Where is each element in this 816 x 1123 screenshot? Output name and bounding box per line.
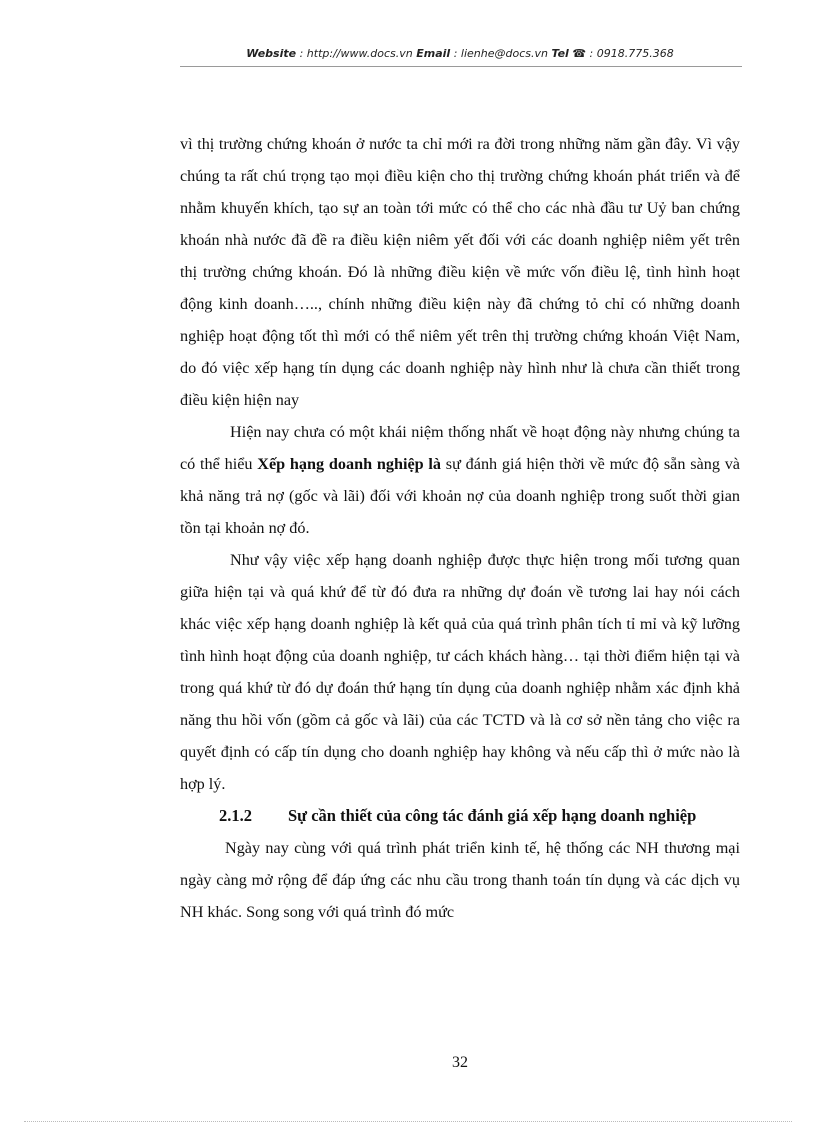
paragraph-1: vì thị trường chứng khoán ở nước ta chỉ mới ra đời trong những năm gần đây. Vì vậy chúng ta rất chú trọng tạo mọi điều kiện cho thị trường chứng khoán phát triển và để nhằm khuyến khích, tạo sự an toàn tới mức có thể cho các nhà đầu tư Uỷ ban chứng khoán nhà nước đã đề ra điều kiện niêm yết đối với các doanh nghiệp niêm yết trên thị trường chứng khoán. Đó là những điều kiện về mức vốn điều lệ, tình hình hoạt động kinh doanh….., chính những điều kiện này đã chứng tỏ chỉ có những doanh nghiệp hoạt động tốt thì mới có thể niêm yết trên thị trường chứng khoán Việt Nam, do đó việc xếp hạng tín dụng các doanh nghiệp này hình như là chưa cần thiết trong điều kiện hiện nay xyxy=(180,135,740,409)
page-header xyxy=(180,47,740,60)
paragraph-2 xyxy=(180,416,740,544)
email-label: Email xyxy=(416,47,451,60)
section-heading xyxy=(180,800,740,832)
phone-icon: ☎ xyxy=(572,47,587,60)
footer-divider xyxy=(24,1121,792,1122)
page-number: 32 xyxy=(452,1054,468,1071)
website-label: Website xyxy=(246,47,297,60)
body-text xyxy=(180,128,740,928)
section-number: 2.1.2 xyxy=(219,806,252,825)
header-divider xyxy=(180,66,742,67)
paragraph-2-text-a: Hiện nay chưa có một khái niệm thống nhất về hoạt động này nhưng chúng ta có thể hiểu xyxy=(180,423,740,473)
paragraph-2-text-b: sự đánh giá hiện thời về mức độ sẵn sàng và khả năng trả nợ (gốc và lãi) đối với khoản nợ của doanh nghiệp trong suốt thời gian tồn tại khoản nợ đó. xyxy=(180,455,740,537)
tel-value: : 0918.775.368 xyxy=(586,47,674,60)
website-url: : http://www.docs.vn xyxy=(296,47,417,60)
tel-label: Tel xyxy=(551,47,569,60)
email-value: : lienhe@docs.vn xyxy=(450,47,552,60)
paragraph-3: Như vậy việc xếp hạng doanh nghiệp được thực hiện trong mối tương quan giữa hiện tại và quá khứ để từ đó đưa ra những dự đoán về tương lai hay nói cách khác việc xếp hạng doanh nghiệp là kết quả của quá trình phân tích tỉ mỉ và kỹ lưỡng tình hình hoạt động của doanh nghiệp, tư cách khách hàng… tại thời điểm hiện tại và trong quá khứ từ đó dự đoán thứ hạng tín dụng của doanh nghiệp nhằm xác định khả năng thu hồi vốn (gồm cả gốc và lãi) của các TCTD và là cơ sở nền tảng cho việc ra quyết định có cấp tín dụng cho doanh nghiệp hay không và nếu cấp thì ở mức nào là hợp lý. xyxy=(180,551,740,793)
paragraph-4: Ngày nay cùng với quá trình phát triển kinh tế, hệ thống các NH thương mại ngày càng mở rộng để đáp ứng các nhu cầu trong thanh toán tín dụng và các dịch vụ NH khác. Song song với quá trình đó mức xyxy=(180,839,740,921)
section-title: Sự cần thiết của công tác đánh giá xếp hạng doanh nghiệp xyxy=(288,806,697,825)
definition-term: Xếp hạng doanh nghiệp là xyxy=(257,455,442,473)
